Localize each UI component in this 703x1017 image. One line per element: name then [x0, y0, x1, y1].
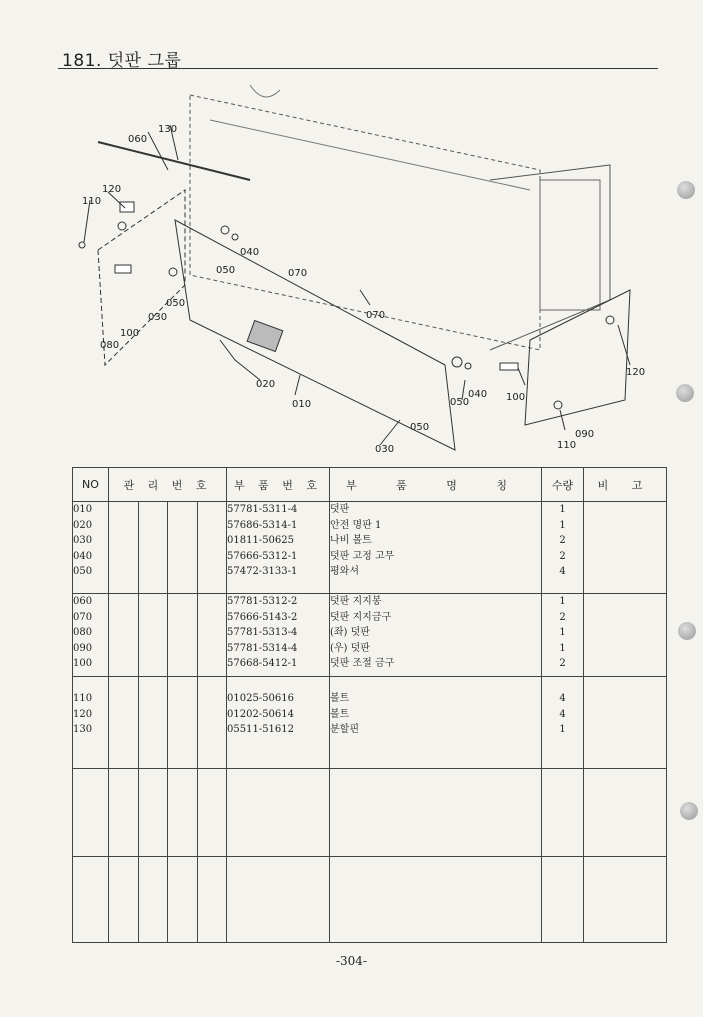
- page-title: 181. 덧판 그룹: [62, 51, 182, 71]
- table-cell-line: 090: [73, 642, 93, 654]
- table-cell-line: 1: [559, 642, 566, 654]
- callout-050: 050: [450, 397, 470, 408]
- header-no: NO: [73, 468, 109, 502]
- table-cell: [73, 769, 109, 857]
- callout-050: 050: [216, 265, 236, 276]
- callout-050: 050: [166, 298, 186, 309]
- table-cell-line: 볼트: [330, 693, 350, 704]
- table-cell-line: 57666-5312-1: [227, 550, 298, 562]
- callout-040: 040: [468, 389, 488, 400]
- table-cell-line: 1: [559, 724, 566, 735]
- callout-070: 070: [366, 310, 386, 321]
- table-cell-line: 1: [559, 519, 566, 531]
- table-cell: [227, 594, 330, 677]
- table-cell: [109, 594, 227, 677]
- table-cell-line: 57781-5314-4: [227, 642, 298, 654]
- table-cell-line: 2: [559, 658, 566, 669]
- table-cell-line: 080: [73, 627, 93, 638]
- callout-120: 120: [626, 367, 646, 378]
- table-cell-line: 덧판 조절 금구: [330, 658, 395, 669]
- callout-060: 060: [128, 134, 148, 145]
- table-cell: [584, 857, 667, 943]
- table-cell: [584, 594, 667, 677]
- callout-100: 100: [120, 328, 140, 339]
- callout-070: 070: [288, 268, 308, 279]
- table-cell: [73, 677, 109, 769]
- table-cell: [330, 857, 542, 943]
- table-cell-line: 1: [559, 596, 566, 607]
- table-cell-line: 2: [559, 611, 566, 623]
- table-cell: [542, 857, 584, 943]
- callout-030: 030: [148, 312, 168, 323]
- table-cell-line: 덧판: [330, 504, 350, 515]
- table-cell-line: 4: [559, 708, 566, 720]
- table-cell-line: 4: [559, 566, 566, 577]
- table-cell: [109, 769, 227, 857]
- table-cell-line: 100: [73, 658, 93, 669]
- header-qty: 수량: [542, 468, 584, 502]
- table-cell: [227, 502, 330, 594]
- table-cell-line: 070: [73, 611, 93, 623]
- title-rule: [58, 68, 658, 69]
- header-remark: 비 고: [584, 468, 667, 502]
- table-cell-line: 나비 볼트: [330, 535, 372, 546]
- table-cell-line: 덧판 지지금구: [330, 611, 392, 623]
- table-cell: [584, 769, 667, 857]
- table-cell: [73, 857, 109, 943]
- table-cell: [73, 502, 109, 594]
- binder-hole-icon: [677, 181, 695, 199]
- table-cell-line: 060: [73, 596, 93, 607]
- table-cell-line: 덧판 고정 고무: [330, 550, 395, 562]
- callout-010: 010: [292, 399, 312, 410]
- table-cell-line: 평와셔: [330, 566, 359, 577]
- table-cell: [330, 769, 542, 857]
- table-cell: [330, 594, 542, 677]
- table-row-group: [73, 677, 667, 769]
- binder-hole-icon: [680, 802, 698, 820]
- parts-table: [72, 467, 667, 943]
- table-cell-line: 57781-5311-4: [227, 504, 298, 515]
- callout-120: 120: [102, 184, 122, 195]
- binder-hole-icon: [678, 622, 696, 640]
- callout-110: 110: [557, 440, 577, 451]
- table-cell-line: 130: [73, 724, 93, 735]
- table-cell: [330, 502, 542, 594]
- callout-030: 030: [375, 444, 395, 455]
- table-cell-line: 120: [73, 708, 93, 720]
- table-cell-line: 분할핀: [330, 724, 359, 735]
- table-cell: [542, 677, 584, 769]
- table-cell-line: 57668-5412-1: [227, 658, 298, 669]
- callout-130: 130: [158, 124, 178, 135]
- table-cell: [109, 502, 227, 594]
- table-cell-line: 050: [73, 566, 93, 577]
- table-cell: [227, 857, 330, 943]
- callout-110: 110: [82, 196, 102, 207]
- table-cell: [542, 769, 584, 857]
- table-row-group: [73, 594, 667, 677]
- table-cell: [584, 502, 667, 594]
- table-cell-line: 1: [559, 627, 566, 638]
- table-row-group-empty: [73, 769, 667, 857]
- table-cell-line: (좌) 덧판: [330, 627, 370, 638]
- table-cell-line: 01025-50616: [227, 693, 295, 704]
- callout-040: 040: [240, 247, 260, 258]
- table-cell-line: 1: [559, 504, 566, 515]
- table-cell: [227, 677, 330, 769]
- table-header-row: [73, 468, 667, 502]
- table-cell: [109, 857, 227, 943]
- callout-020: 020: [256, 379, 276, 390]
- exploded-parts-diagram: [70, 80, 646, 460]
- table-cell-line: 01811-50625: [227, 535, 295, 546]
- table-cell-line: 57686-5314-1: [227, 519, 298, 531]
- table-cell-line: 57781-5313-4: [227, 627, 298, 638]
- table-cell: [584, 677, 667, 769]
- callout-080: 080: [100, 340, 120, 351]
- table-cell: [73, 594, 109, 677]
- table-cell: [227, 769, 330, 857]
- table-cell-line: 57666-5143-2: [227, 611, 298, 623]
- table-cell-line: (우) 덧판: [330, 642, 370, 654]
- header-part-no: 부 품 번 호: [227, 468, 330, 502]
- table-cell-line: 덧판 지지봉: [330, 596, 382, 607]
- table-cell-line: 010: [73, 504, 93, 515]
- header-mgmt-no: 관 리 번 호: [109, 468, 227, 502]
- table-cell-line: 110: [73, 693, 93, 704]
- table-cell-line: 020: [73, 519, 93, 531]
- callout-090: 090: [575, 429, 595, 440]
- table-cell-line: 57781-5312-2: [227, 596, 298, 607]
- callout-100: 100: [506, 392, 526, 403]
- callout-050: 050: [410, 422, 430, 433]
- page-number: -304-: [335, 954, 367, 968]
- table-cell-line: 01202-50614: [227, 708, 295, 720]
- table-cell-line: 05511-51612: [227, 724, 295, 735]
- table-cell-line: 2: [559, 550, 566, 562]
- table-cell: [330, 677, 542, 769]
- table-cell-line: 볼트: [330, 708, 350, 720]
- table-cell: [109, 677, 227, 769]
- header-part-name: 부 품 명 칭: [330, 468, 542, 502]
- table-cell-line: 4: [559, 693, 566, 704]
- binder-hole-icon: [676, 384, 694, 402]
- table-cell-line: 040: [73, 550, 93, 562]
- table-row-group-empty: [73, 857, 667, 943]
- table-cell-line: 030: [73, 535, 93, 546]
- table-cell: [542, 502, 584, 594]
- table-cell-line: 안전 명판 1: [330, 519, 382, 531]
- table-cell: [542, 594, 584, 677]
- table-cell-line: 2: [559, 535, 566, 546]
- table-cell-line: 57472-3133-1: [227, 566, 298, 577]
- table-row-group: [73, 502, 667, 594]
